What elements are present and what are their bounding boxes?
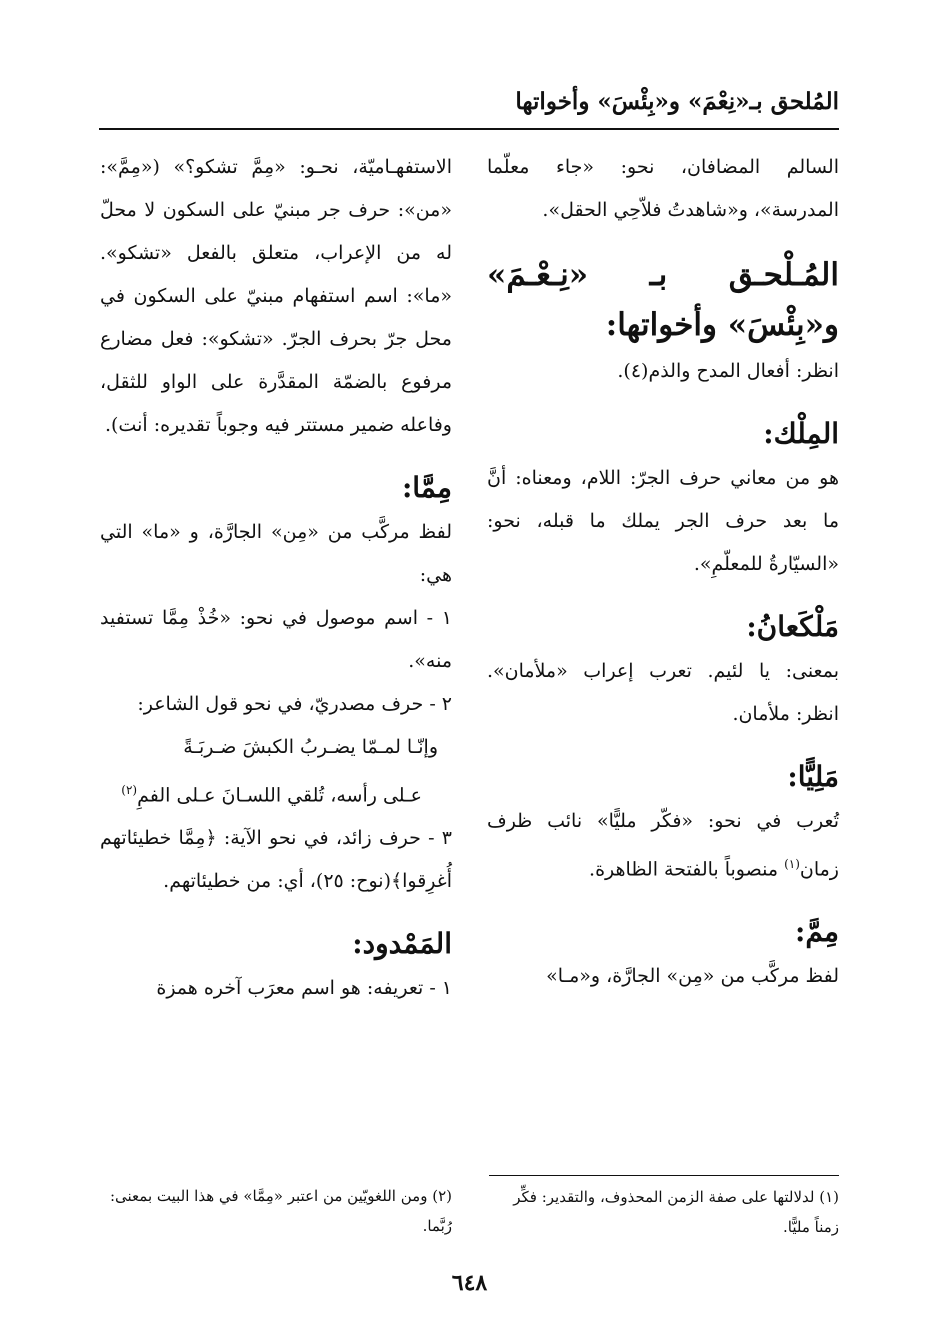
footnote-1: (١) لدلالتها على صفة الزمن المحذوف، والتقدير: فكِّر زمناً مليًّا. [513,1188,839,1236]
footnote-ref-1: (١) [784,857,800,871]
entry-head-milk: المِلْك: [763,417,839,450]
footnote-block-left [100,1181,452,1241]
entry-head-mimma: مِمَّا: [401,471,452,504]
verse-line-2 [100,769,452,817]
entry-body-milk: هو من معاني حرف الجرّ: اللام، ومعناه: أنَّ ما بعد حرف الجر يملك ما قبله، نحو: «السيّارةُ للمعلّمِ». [487,467,839,575]
footnote-divider [489,1175,839,1176]
mimma-item-3: ٣ - حرف زائد، في نحو الآية: ﴿مِمَّا خطيئاتهم أُغرِقوا﴾(نوح: ٢٥)، أي: من خطيئاتهم. [100,827,452,893]
entry-mimma-q [487,909,839,998]
page-number: ٦٤٨ [451,1270,488,1296]
left-column [100,146,452,1028]
entry-head-maliyyan: مَلِيًّا: [787,760,839,793]
entry-body-mamdud: ١ - تعريفه: هو اسم معرَب آخره همزة [156,977,452,1000]
entry-mamdud [100,921,452,1010]
right-intro: السالم المضافان، نحو: «جاء معلّما المدرسة»، و«شاهدتُ فلاّحِي الحقل». [487,156,839,221]
right-column [487,146,839,1016]
entry-body-maliyyan [487,800,839,891]
page-header [99,82,839,130]
entry-mimma [100,465,452,903]
entry-head-mulhaq: المُـلْحـق بـ «نِـعْـمَ» و«بِئْسَ» وأخواتها: [487,257,839,343]
verse-line-1: وإنّـا لمـمّا يضـربُ الكبشَ ضـربَـةً [183,736,438,758]
entry-maliyyan [487,754,839,891]
entry-mulhaq [487,250,839,393]
footnote-2: (٢) ومن اللغويّين من اعتبر «مِمَّا» في هذا البيت بمعنى: رُبَّما. [109,1187,452,1235]
footnote-block-right [487,1175,839,1242]
entry-head-mamdud: المَمْدود: [352,927,452,961]
entry-body-maliyyan-text: تُعرب في نحو: «فكّر مليًّا» نائب ظرف زمان [487,810,839,881]
entry-body-mimma: لفظ مركَّب من «مِن» الجارَّة، و «ما» التي هي: [100,521,452,586]
entry-milk [487,411,839,586]
mimma-item-1: ١ - اسم موصول في نحو: «خُذْ مِمَّا تستفيد منه». [100,607,452,672]
entry-malkaan [487,604,839,736]
footnote-ref-2: (٢) [121,783,138,797]
left-intro: الاستفهـاميّة، نحـو: «مِمَّ تشكو؟» («مِمَّ»: «من»: حرف جر مبنيّ على السكون لا محلّ له من الإعراب، متعلق بالفعل «تشكو». «ما»: اسم استفهام مبنيّ على السكون في محل جرّ بحرف الجرّ. «تشكو»: فعل مضارع مرفوع بالضمّة المقدَّرة على الواو للثقل، وفاعله ضمير مستتر فيه وجوباً تقديره: أنت). [100,156,452,436]
mimma-item-2: ٢ - حرف مصدريّ، في نحو قول الشاعر: [137,693,452,715]
entry-body-maliyyan-end: منصوباً بالفتحة الظاهرة. [589,858,785,881]
verse-line-2-text: عـلى رأسه، تُلقي اللسـانَ عـلى الفمِ [137,784,422,807]
running-title: المُلحق بـ«نِعْمَ» و«بِئْسَ» وأخواتها [515,88,839,115]
entry-body-mulhaq: انظر: أفعال المدح والذم(٤). [617,360,839,382]
entry-head-malkaan: مَلْكَعانُ: [746,610,839,643]
entry-body-mimma-q: لفظ مركَّب من «مِن» الجارَّة، و«مـا» [546,965,839,988]
entry-head-mimma-q: مِمَّ: [795,915,839,949]
entry-body-malkaan: بمعنى: يا لئيم. تعرب إعراب «ملأمان». انظر: ملأمان. [487,660,839,725]
